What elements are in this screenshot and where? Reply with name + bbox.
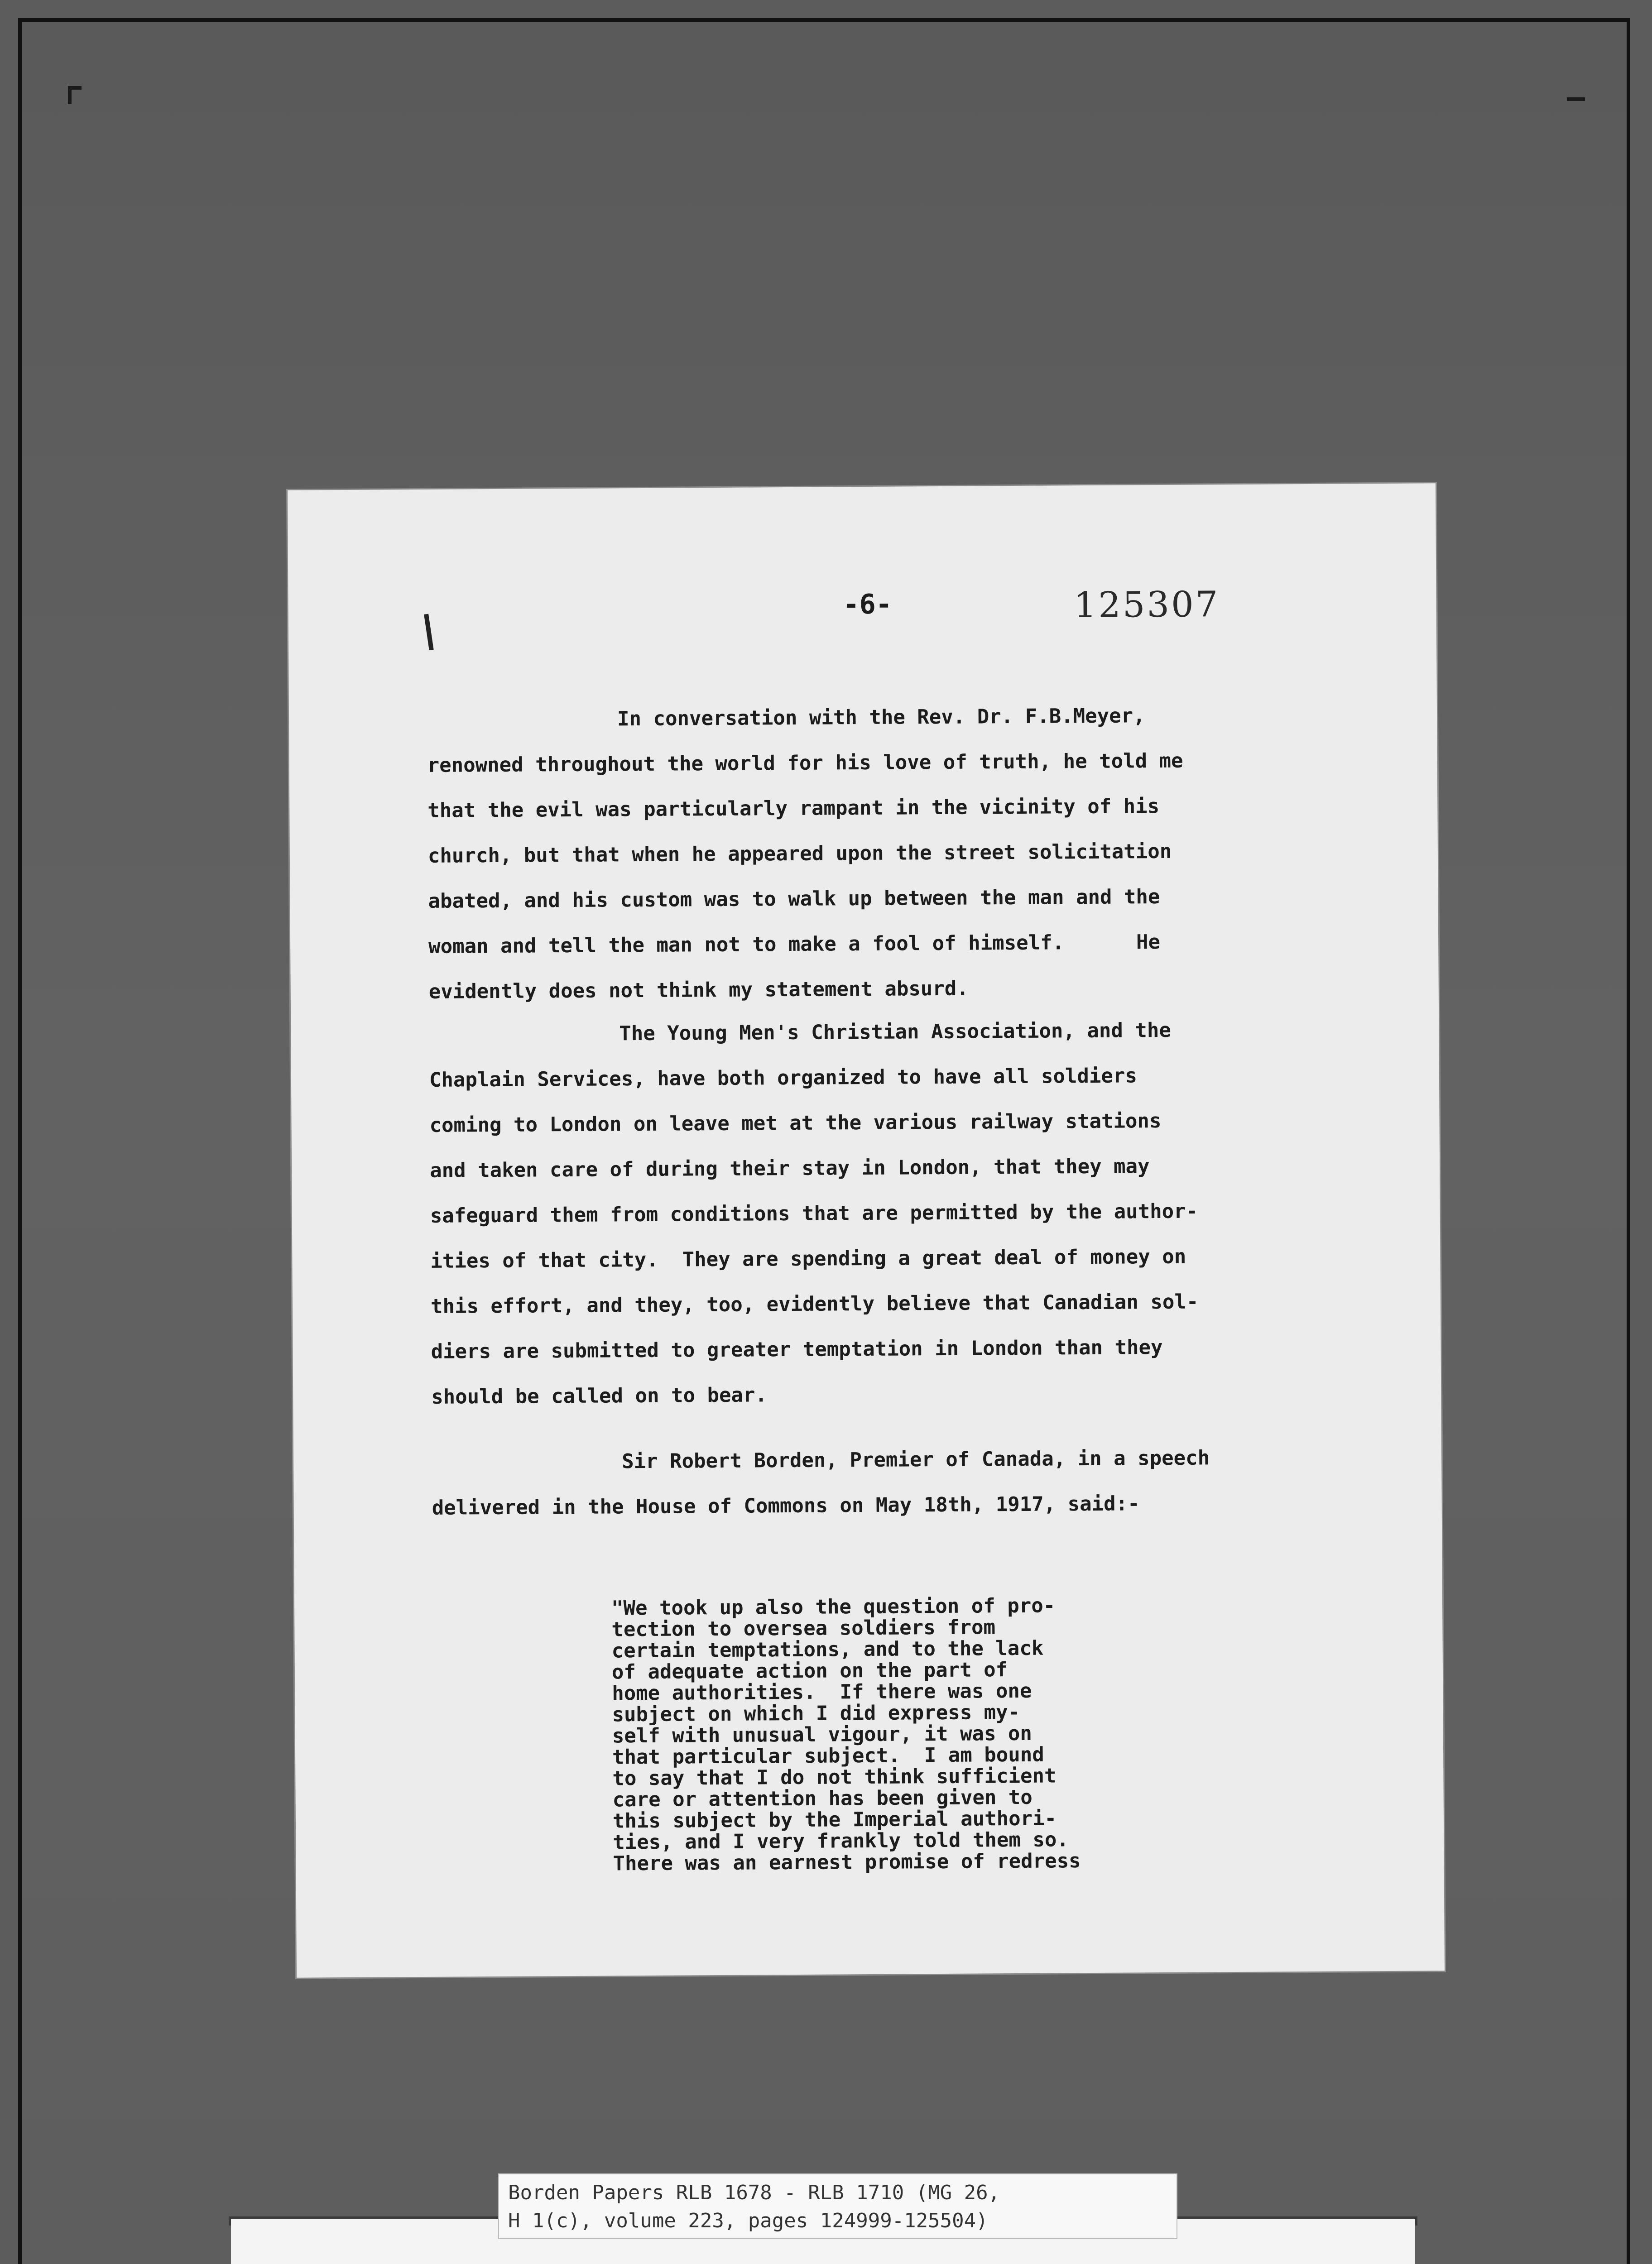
quote-line: "We took up also the question of pro- <box>611 1594 1056 1620</box>
text-line: renowned throughout the world for his love of truth, he told me <box>427 749 1183 777</box>
text-line: and taken care of during their stay in London, that they may <box>430 1155 1150 1182</box>
typewritten-page <box>288 483 1445 1977</box>
quote-line: ties, and I very frankly told them so. <box>613 1828 1069 1854</box>
text-line: Sir Robert Borden, Premier of Canada, in a speech <box>621 1446 1210 1473</box>
text-line: ities of that city. They are spending a great deal of money on <box>430 1245 1186 1273</box>
citation-line: Borden Papers RLB 1678 - RLB 1710 (MG 26, <box>508 2181 1000 2204</box>
text-line: In conversation with the Rev. Dr. F.B.Meyer, <box>617 704 1145 731</box>
text-line: safeguard them from conditions that are permitted by the author- <box>430 1199 1198 1228</box>
document-id-stamp: 125307 <box>1074 584 1220 626</box>
quote-line: subject on which I did express my- <box>612 1700 1020 1727</box>
text-line: diers are submitted to greater temptation in London than they <box>431 1336 1163 1363</box>
margin-mark <box>424 614 434 651</box>
paragraph-meyer <box>427 692 1316 1015</box>
borden-quote <box>611 1594 1202 1875</box>
text-line: evidently does not think my statement absurd. <box>428 977 969 1003</box>
text-line: church, but that when he appeared upon the street solicitation <box>427 839 1172 868</box>
frame-edge-mark <box>1567 97 1585 101</box>
text-line: The Young Men's Christian Association, and the <box>619 1018 1172 1046</box>
quote-line: this subject by the Imperial authori- <box>612 1807 1057 1833</box>
frame-corner-mark <box>68 86 82 90</box>
text-line: delivered in the House of Commons on May 18th, 1917, said:- <box>432 1492 1140 1520</box>
text-line: this effort, and they, too, evidently believe that Canadian sol- <box>430 1290 1199 1318</box>
quote-line: tection to oversea soldiers from <box>611 1616 996 1641</box>
quote-line: self with unusual vigour, it was on <box>612 1722 1032 1748</box>
quote-line: certain temptations, and to the lack <box>611 1636 1044 1663</box>
citation-line: H 1(c), volume 223, pages 124999-125504) <box>508 2209 988 2232</box>
text-line: that the evil was particularly rampant in the vicinity of his <box>427 795 1160 822</box>
paragraph-borden <box>432 1435 1320 1531</box>
quote-line: to say that I do not think sufficient <box>612 1764 1057 1790</box>
text-line: woman and tell the man not to make a fool of himself. He <box>428 931 1161 958</box>
page-number: -6- <box>843 588 893 621</box>
text-line: abated, and his custom was to walk up between the man and the <box>428 885 1160 913</box>
paragraph-ymca <box>429 1007 1319 1420</box>
quote-line: There was an earnest promise of redress <box>613 1849 1081 1875</box>
text-line: coming to London on leave met at the various railway stations <box>429 1109 1162 1137</box>
quote-line: that particular subject. I am bound <box>612 1743 1044 1769</box>
quote-line: of adequate action on the part of <box>611 1658 1008 1684</box>
quote-line: home authorities. If there was one <box>612 1679 1032 1705</box>
text-line: should be called on to bear. <box>431 1383 768 1409</box>
text-line: Chaplain Services, have both organized to have all soldiers <box>429 1064 1138 1092</box>
citation-label <box>498 2173 1177 2239</box>
quote-line: care or attention has been given to <box>612 1785 1032 1812</box>
